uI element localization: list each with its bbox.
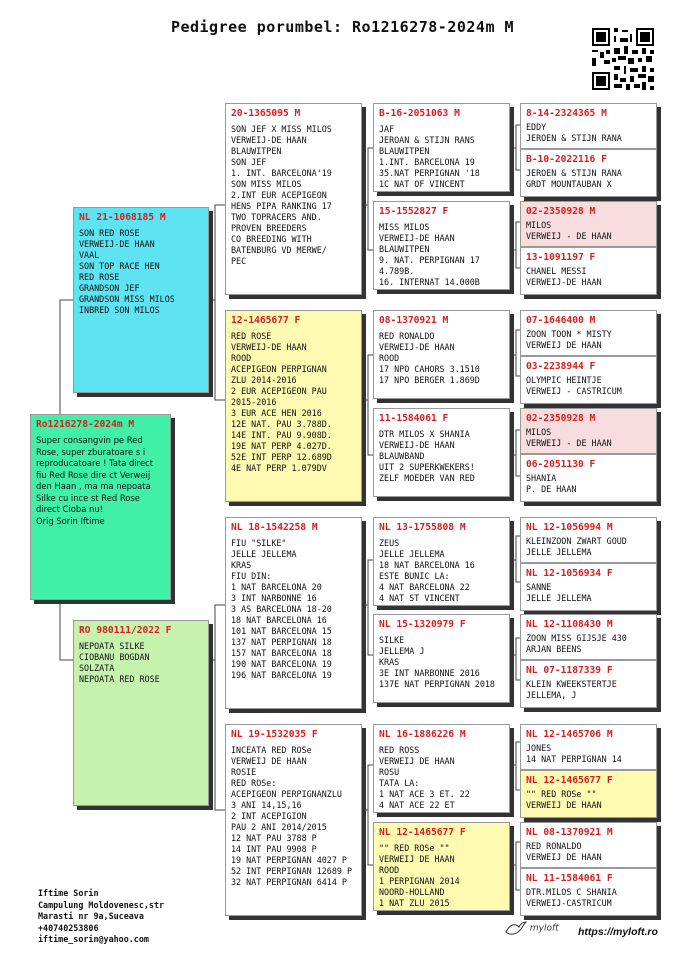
website-link[interactable]: https://myloft.ro	[578, 926, 658, 938]
info-line: TATA LA:	[379, 778, 420, 788]
info-line: 1 NAT BARCELONA 20	[231, 582, 322, 592]
sire-card	[73, 207, 209, 393]
info-line: DTR MILOS X SHANIA	[379, 429, 470, 439]
pigeon-id: 06-2051130 F	[526, 459, 596, 470]
ancestor-card	[520, 660, 657, 708]
pigeon-id: NL 12-1465677 F	[379, 827, 466, 838]
info-line: JELLE JELLEMA	[231, 549, 297, 559]
ancestor-card	[520, 356, 657, 404]
info-line: JEROEN & STIJN RANA	[526, 133, 622, 143]
sire-line: RED ROSE	[79, 272, 120, 282]
info-line: VERWEIJ DE HAAN	[526, 800, 602, 810]
ancestor-card	[520, 408, 657, 454]
info-line: 1C NAT OF VINCENT	[379, 179, 465, 189]
pigeon-id: 08-1370921 M	[379, 315, 449, 326]
ancestor-card	[520, 517, 657, 563]
ancestor-pair	[520, 408, 657, 502]
info-line: 35.NAT PERPIGNAN '18	[379, 168, 480, 178]
info-line: RED RONALDO	[526, 841, 582, 851]
ancestor-card	[520, 868, 657, 916]
great-grandparent-card	[373, 201, 510, 290]
info-line: SILKE	[379, 635, 405, 645]
info-line: BLAUWITPEN	[231, 146, 282, 156]
ancestor-pair	[520, 517, 657, 611]
ancestor-card	[520, 563, 657, 611]
info-line: 1 NAT ACE 3 ET. 22	[379, 789, 470, 799]
info-line: 4.789B.	[379, 266, 415, 276]
info-line: 2015-2016	[231, 397, 277, 407]
info-line: VERWEIJ-DE HAAN	[526, 277, 602, 287]
info-line: JEROAN & STIJN RANS	[379, 135, 475, 145]
info-line: ZOON TOON * MISTY	[526, 329, 612, 339]
info-line: VERWEIJ DE HAAN	[379, 756, 455, 766]
info-line: "" RED ROSe ""	[379, 843, 450, 853]
info-line: 12E NAT. PAU 3.788D.	[231, 419, 332, 429]
great-grandparent-card	[373, 408, 510, 497]
ancestor-card	[520, 310, 657, 356]
info-line: EDDY	[526, 122, 547, 132]
info-line: SANNE	[526, 582, 552, 592]
info-line: CO BREEDING WITH	[231, 234, 312, 244]
info-line: ROOD	[379, 865, 400, 875]
sire-line: INBRED SON MILOS	[79, 305, 160, 315]
info-line: JEROEN & STIJN RANA	[526, 168, 622, 178]
ancestor-card	[520, 247, 657, 295]
ancestor-card	[520, 724, 657, 770]
pigeon-id: NL 12-1108430 M	[526, 619, 613, 630]
info-line: ROOD	[231, 353, 252, 363]
pigeon-id: 15-1552827 F	[379, 206, 449, 217]
sire-line: SON TOP RACE HEN	[79, 261, 160, 271]
info-line: VERWEIJ DE HAAN	[526, 852, 602, 862]
owner-line: iftime_sorin@yahoo.com	[38, 934, 149, 944]
ancestor-pair	[520, 724, 657, 818]
info-line: GRDT MOUNTAUBAN X	[526, 179, 612, 189]
info-line: 9. NAT. PERPIGNAN 17	[379, 255, 480, 265]
info-line: JELLEMA, J	[526, 690, 577, 700]
pigeon-id: 02-2350928 M	[526, 413, 596, 424]
pigeon-id: B-10-2022116 F	[526, 154, 607, 165]
info-line: FIU "SILKE"	[231, 538, 287, 548]
info-line: RED ROSS	[379, 745, 420, 755]
info-line: 17 NPO BERGER 1.869D	[379, 375, 480, 385]
info-line: VERWEIJ DE HAAN	[526, 340, 602, 350]
grandparent-card	[225, 517, 362, 709]
owner-info	[38, 888, 164, 946]
info-line: VERWEIJ DE HAAN	[379, 854, 455, 864]
owner-line: Campulung Moldovenesc,str	[38, 899, 165, 910]
great-grandparent-card	[373, 614, 510, 703]
info-line: VERWEIJ-DE HAAN	[379, 440, 455, 450]
info-line: 14E INT. PAU 9.908D.	[231, 430, 332, 440]
ancestor-pair	[520, 822, 657, 916]
info-line: ZEUS	[379, 538, 400, 548]
info-line: KLEIN KWEEKSTERTJE	[526, 679, 617, 689]
dam-card	[73, 620, 209, 806]
info-line: VERWEIJ - DE HAAN	[526, 438, 612, 448]
info-line: RED RONALDO	[379, 331, 435, 341]
info-line: 4 NAT BARCELONA 22	[379, 582, 470, 592]
dam-line: SOLZATA	[79, 663, 115, 673]
ancestor-card	[520, 454, 657, 502]
info-line: 32 NAT PERPIGNAN 6414 P	[231, 877, 347, 887]
info-line: 1.INT. BARCELONA 19	[379, 157, 475, 167]
info-line: ZELF MOEDER VAN RED	[379, 473, 475, 483]
pigeon-id: NL 12-1465677 F	[526, 775, 613, 786]
ancestor-pair	[520, 614, 657, 708]
pigeon-id: 07-1646400 M	[526, 315, 596, 326]
pigeon-id: 8-14-2324365 M	[526, 108, 607, 119]
ancestor-pair	[520, 103, 657, 197]
qr-code-icon	[590, 26, 656, 92]
info-line: NOORD-HOLLAND	[379, 887, 445, 897]
pigeon-id: 20-1365095 M	[231, 108, 301, 119]
pigeon-id: 12-1465677 F	[231, 315, 301, 326]
ancestor-card	[520, 770, 657, 818]
info-line: 2 EUR ACEPIGEON PAU	[231, 386, 327, 396]
info-line: JAF	[379, 124, 395, 134]
info-line: VERWEIJ-DE HAAN	[231, 135, 307, 145]
info-line: 1. INT. BARCELONA'19	[231, 168, 332, 178]
info-line: BLAUWITPEN	[379, 146, 430, 156]
pigeon-id: NL 11-1584061 F	[526, 873, 613, 884]
pigeon-id: 11-1584061 F	[379, 413, 449, 424]
info-line: PEC	[231, 256, 247, 266]
info-line: TWO TOPRACERS AND.	[231, 212, 322, 222]
info-line: 19 NAT PERPIGNAN 4027 P	[231, 855, 347, 865]
pigeon-id: 02-2350928 M	[526, 206, 596, 217]
pigeon-id: B-16-2051063 M	[379, 108, 460, 119]
info-line: 3 AS BARCELONA 18-20	[231, 604, 332, 614]
info-line: VERWEIJ-DE HAAN	[379, 233, 455, 243]
info-line: 137E NAT PERPIGNAN 2018	[379, 679, 495, 689]
info-line: VERWEIJ-DE HAAN	[379, 342, 455, 352]
sire-line: VAAL	[79, 250, 100, 260]
pigeon-id: NL 07-1187339 F	[526, 665, 613, 676]
info-line: ROSU	[379, 767, 400, 777]
info-line: JELLE JELLEMA	[526, 547, 592, 557]
ancestor-card	[520, 149, 657, 197]
info-line: 3 INT NARBONNE 16	[231, 593, 317, 603]
dam-line: CIOBANU BOGDAN	[79, 652, 150, 662]
sire-line: GRANDSON MISS MILOS	[79, 294, 175, 304]
info-line: P. DE HAAN	[526, 484, 577, 494]
pigeon-id: NL 13-1755808 M	[379, 522, 466, 533]
info-line: SON JEF X MISS MILOS	[231, 124, 332, 134]
great-grandparent-card	[373, 822, 510, 911]
pigeon-id: NL 12-1056994 M	[526, 522, 613, 533]
info-line: BLAUWITPEN	[379, 244, 430, 254]
info-line: ESTE BUNIC LA:	[379, 571, 450, 581]
info-line: RED ROSe:	[231, 778, 277, 788]
info-line: 4E NAT PERP 1.079DV	[231, 463, 327, 473]
info-line: CHANEL MESSI	[526, 266, 587, 276]
info-line: VERWEIJ - CASTRICUM	[526, 386, 622, 396]
info-line: SON JEF	[231, 157, 267, 167]
pigeon-id: NL 12-1465706 M	[526, 729, 613, 740]
info-line: SHANIA	[526, 473, 557, 483]
info-line: ACEPIGEON PERPIGNAN	[231, 364, 327, 374]
pigeon-id: NL 18-1542258 M	[231, 522, 318, 533]
info-line: RED ROSE	[231, 331, 272, 341]
ancestor-card	[520, 822, 657, 868]
info-line: ARJAN BEENS	[526, 644, 582, 654]
info-line: 157 NAT BARCELONA 18	[231, 648, 332, 658]
info-line: 101 NAT BARCELONA 15	[231, 626, 332, 636]
ancestor-card	[520, 103, 657, 149]
info-line: 3 ANI 14,15,16	[231, 800, 302, 810]
great-grandparent-card	[373, 310, 510, 399]
pigeon-id: 03-2238944 F	[526, 361, 596, 372]
info-line: 1 NAT ZLU 2015	[379, 898, 450, 908]
info-line: JONES	[526, 743, 552, 753]
info-line: MILOS	[526, 427, 552, 437]
info-line: 18 NAT BARCELONA 16	[379, 560, 475, 570]
info-line: JELLEMA J	[379, 646, 425, 656]
info-line: ZOON MISS GIJSJE 430	[526, 633, 627, 643]
grandparent-card	[225, 310, 362, 502]
info-line: DTR.MILOS C SHANIA	[526, 887, 617, 897]
grandparent-card	[225, 724, 362, 916]
info-line: "" RED ROSe ""	[526, 789, 597, 799]
logo-text: myloft	[529, 923, 559, 934]
info-line: 3 EUR ACE HEN 2016	[231, 408, 322, 418]
subject-line: Orig Sorin Iftime	[36, 515, 105, 526]
info-line: 137 NAT PERPIGNAN 18	[231, 637, 332, 647]
pigeon-id: 13-1091197 F	[526, 252, 596, 263]
info-line: 14 NAT PERPIGNAN 14	[526, 754, 622, 764]
page-title: Pedigree porumbel: Ro1216278-2024m M	[170, 18, 515, 36]
pigeon-id: NL 19-1532035 F	[231, 729, 318, 740]
info-line: 1 PERPIGNAN 2014	[379, 876, 460, 886]
pigeon-id: NL 12-1056934 F	[526, 568, 613, 579]
info-line: 12 NAT PAU 3788 P	[231, 833, 317, 843]
dam-line: NEPOATA SILKE	[79, 641, 145, 651]
info-line: 4 NAT ACE 22 ET	[379, 800, 455, 810]
great-grandparent-card	[373, 103, 510, 192]
info-line: 3E INT NARBONNE 2016	[379, 668, 480, 678]
info-line: 18 NAT BARCELONA 16	[231, 615, 327, 625]
info-line: HENS PIPA RANKING 17	[231, 201, 332, 211]
info-line: KLEINZOON ZWART GOUD	[526, 536, 627, 546]
info-line: JELLE JELLEMA	[379, 549, 445, 559]
owner-line: Marasti nr 9a,Suceava	[38, 911, 144, 921]
info-line: MILOS	[526, 220, 552, 230]
dam-line: NEPOATA RED ROSE	[79, 674, 160, 684]
owner-line: +40740253806	[38, 922, 99, 933]
info-line: PAU 2 ANI 2014/2015	[231, 822, 327, 832]
info-line: VERWEIJ - DE HAAN	[526, 231, 612, 241]
sire-line: VERWEIJ-DE HAAN	[79, 239, 155, 249]
info-line: KRAS	[231, 560, 252, 570]
info-line: ZLU 2014-2016	[231, 375, 297, 385]
info-line: 196 NAT BARCELONA 19	[231, 670, 332, 680]
info-line: ROOD	[379, 353, 400, 363]
info-line: 17 NPO CAHORS 3.1510	[379, 364, 480, 374]
info-line: UIT 2 SUPERKWEKERS!	[379, 462, 475, 472]
info-line: 19E NAT PERP 4.027D.	[231, 441, 332, 451]
sire-line: SON RED ROSE	[79, 228, 140, 238]
info-line: 2 INT ACEPIGION	[231, 811, 307, 821]
info-line: ACEPIGEON PERPIGNANZLU	[231, 789, 342, 799]
info-line: 52 INT PERPIGNAN 12689 P	[231, 866, 353, 876]
ancestor-card	[520, 614, 657, 660]
info-line: FIU DIN:	[231, 571, 272, 581]
info-line: 16. INTERNAT 14.000B	[379, 277, 480, 287]
info-line: 4 NAT ST VINCENT	[379, 593, 460, 603]
ancestor-pair	[520, 201, 657, 295]
info-line: BLAUWBAND	[379, 451, 425, 461]
info-line: BATENBURG VD MERWE/	[231, 245, 327, 255]
pigeon-id: NL 15-1320979 F	[379, 619, 466, 630]
subject-line: Super consangvin pe Red Rose, super zburatoare s i reproducatoare ! Tata direct fiu Red Rose dire ct Verweij den Haan , ma ma nepoata Silke cu ince st Red Rose direct Cioba nu!	[36, 435, 153, 514]
myloft-logo	[505, 920, 559, 936]
owner-line: Iftime Sorin	[38, 888, 99, 898]
pigeon-id: NL 16-1886226 M	[379, 729, 466, 740]
info-line: OLYMPIC HEINTJE	[526, 375, 602, 385]
great-grandparent-card	[373, 517, 510, 606]
subject-id: Ro1216278-2024m M	[36, 419, 135, 430]
dam-id: RO 980111/2022 F	[79, 625, 172, 636]
bird-icon	[505, 920, 527, 936]
great-grandparent-card	[373, 724, 510, 813]
info-line: KRAS	[379, 657, 400, 667]
info-line: VERWEIJ-CASTRICUM	[526, 898, 612, 908]
info-line: 2.INT EUR ACEPIGEON	[231, 190, 327, 200]
info-line: 14 INT PAU 9908 P	[231, 844, 317, 854]
ancestor-pair	[520, 310, 657, 404]
grandparent-card	[225, 103, 362, 295]
subject-card	[30, 414, 171, 600]
sire-id: NL 21-1068185 M	[79, 212, 166, 223]
info-line: INCEATA RED ROSe	[231, 745, 312, 755]
pigeon-id: NL 08-1370921 M	[526, 827, 613, 838]
info-line: SON MISS MILOS	[231, 179, 302, 189]
info-line: VERWEIJ-DE HAAN	[231, 342, 307, 352]
info-line: ROSIE	[231, 767, 257, 777]
sire-line: GRANDSON JEF	[79, 283, 140, 293]
info-line: JELLE JELLEMA	[526, 593, 592, 603]
info-line: MISS MILOS	[379, 222, 430, 232]
ancestor-card	[520, 201, 657, 247]
info-line: PROVEN BREEDERS	[231, 223, 307, 233]
info-line: 190 NAT BARCELONA 19	[231, 659, 332, 669]
info-line: VERWEIJ DE HAAN	[231, 756, 307, 766]
info-line: 52E INT PERP 12.689D	[231, 452, 332, 462]
